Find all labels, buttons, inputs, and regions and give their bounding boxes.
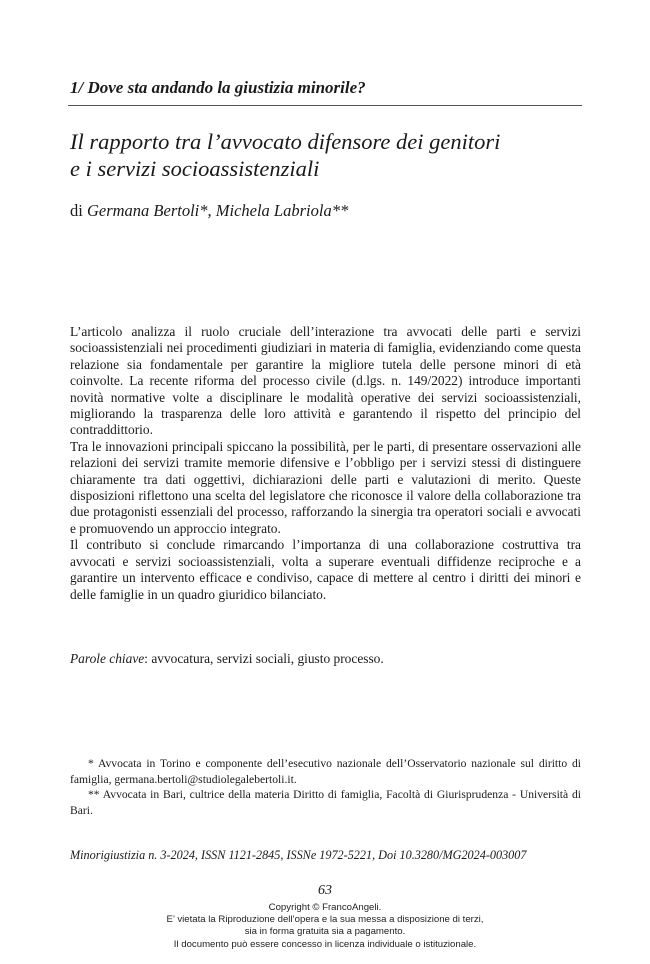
abstract bbox=[70, 324, 581, 603]
copyright-line-2: E’ vietata la Riproduzione dell’opera e la sua messa a disposizione di terzi, bbox=[166, 914, 484, 926]
copyright-line-1: Copyright © FrancoAngeli. bbox=[268, 902, 382, 913]
footnotes bbox=[70, 756, 581, 818]
author-names: Germana Bertoli*, Michela Labriola** bbox=[86, 201, 349, 220]
copyright-notice bbox=[0, 902, 650, 951]
keywords-label: Parole chiave bbox=[70, 651, 145, 666]
page-number: 63 bbox=[318, 883, 332, 898]
authors-line bbox=[70, 201, 348, 221]
abstract-paragraph-3: Il contributo si conclude rimarcando l’importanza di una collaborazione costruttiva tra avvocati e servizi socioassistenziali, volta a superare eventuali diffidenze reciproche e a garantire un intervento efficace e condiviso, capace di mettere al centro i diritti dei minori e delle famiglie in un quadro giuridico bilanciato. bbox=[70, 537, 581, 602]
abstract-paragraph-2: Tra le innovazioni principali spiccano la possibilità, per le parti, di presentare osservazioni alle relazioni dei servizi tramite memorie difensive e l’obbligo per i servizi stessi di distinguere chiaramente tra dati oggettivi, dichiarazioni delle parti e valutazioni di merito. Queste disposizioni riflettono una scelta del legislatore che riconosce il valore della collaborazione tra due protagonisti essenziali del processo, rafforzando la sinergia tra operatori sociali e avvocati e promuovendo un approccio integrato. bbox=[70, 438, 581, 536]
footnote-1: * Avvocata in Torino e componente dell’esecutivo nazionale dell’Osservatorio nazionale sul diritto di famiglia, germana.bertoli@studiolegalebertoli.it. bbox=[70, 757, 581, 786]
abstract-paragraph-1: L’articolo analizza il ruolo cruciale dell’interazione tra avvocati delle parti e servizi socioassistenziali nei procedimenti giudiziari in materia di famiglia, evidenziando come questa relazione sia fondamentale per garantire la migliore tutela delle persone minori di età coinvolte. La recente riforma del processo civile (d.lgs. n. 149/2022) introduce importanti novità normative volte a disciplinare le modalità operative dei servizi socioassistenziali, migliorando la trasparenza delle loro attività e garantendo il rispetto del principio del contraddittorio. bbox=[70, 324, 581, 438]
keywords-text: : avvocatura, servizi sociali, giusto processo. bbox=[144, 651, 384, 666]
keywords bbox=[70, 651, 384, 667]
authors-prefix: di bbox=[70, 201, 87, 220]
copyright-line-4: Il documento può essere concesso in licenza individuale o istituzionale. bbox=[173, 938, 477, 950]
footnote-2: ** Avvocata in Bari, cultrice della materia Diritto di famiglia, Facoltà di Giurisprudenza - Università di Bari. bbox=[70, 788, 581, 817]
article-title-line-2: e i servizi socioassistenziali bbox=[70, 156, 320, 181]
copyright-line-3: sia in forma gratuita sia a pagamento. bbox=[244, 926, 406, 938]
article-title-line-1: Il rapporto tra l’avvocato difensore dei genitori bbox=[70, 129, 501, 154]
journal-citation: Minorigiustizia n. 3-2024, ISSN 1121-2845, ISSNe 1972-5221, Doi 10.3280/MG2024-003007 bbox=[70, 848, 527, 862]
section-title: 1/ Dove sta andando la giustizia minorile? bbox=[70, 78, 366, 97]
article-title bbox=[70, 128, 590, 182]
section-divider bbox=[68, 105, 582, 106]
